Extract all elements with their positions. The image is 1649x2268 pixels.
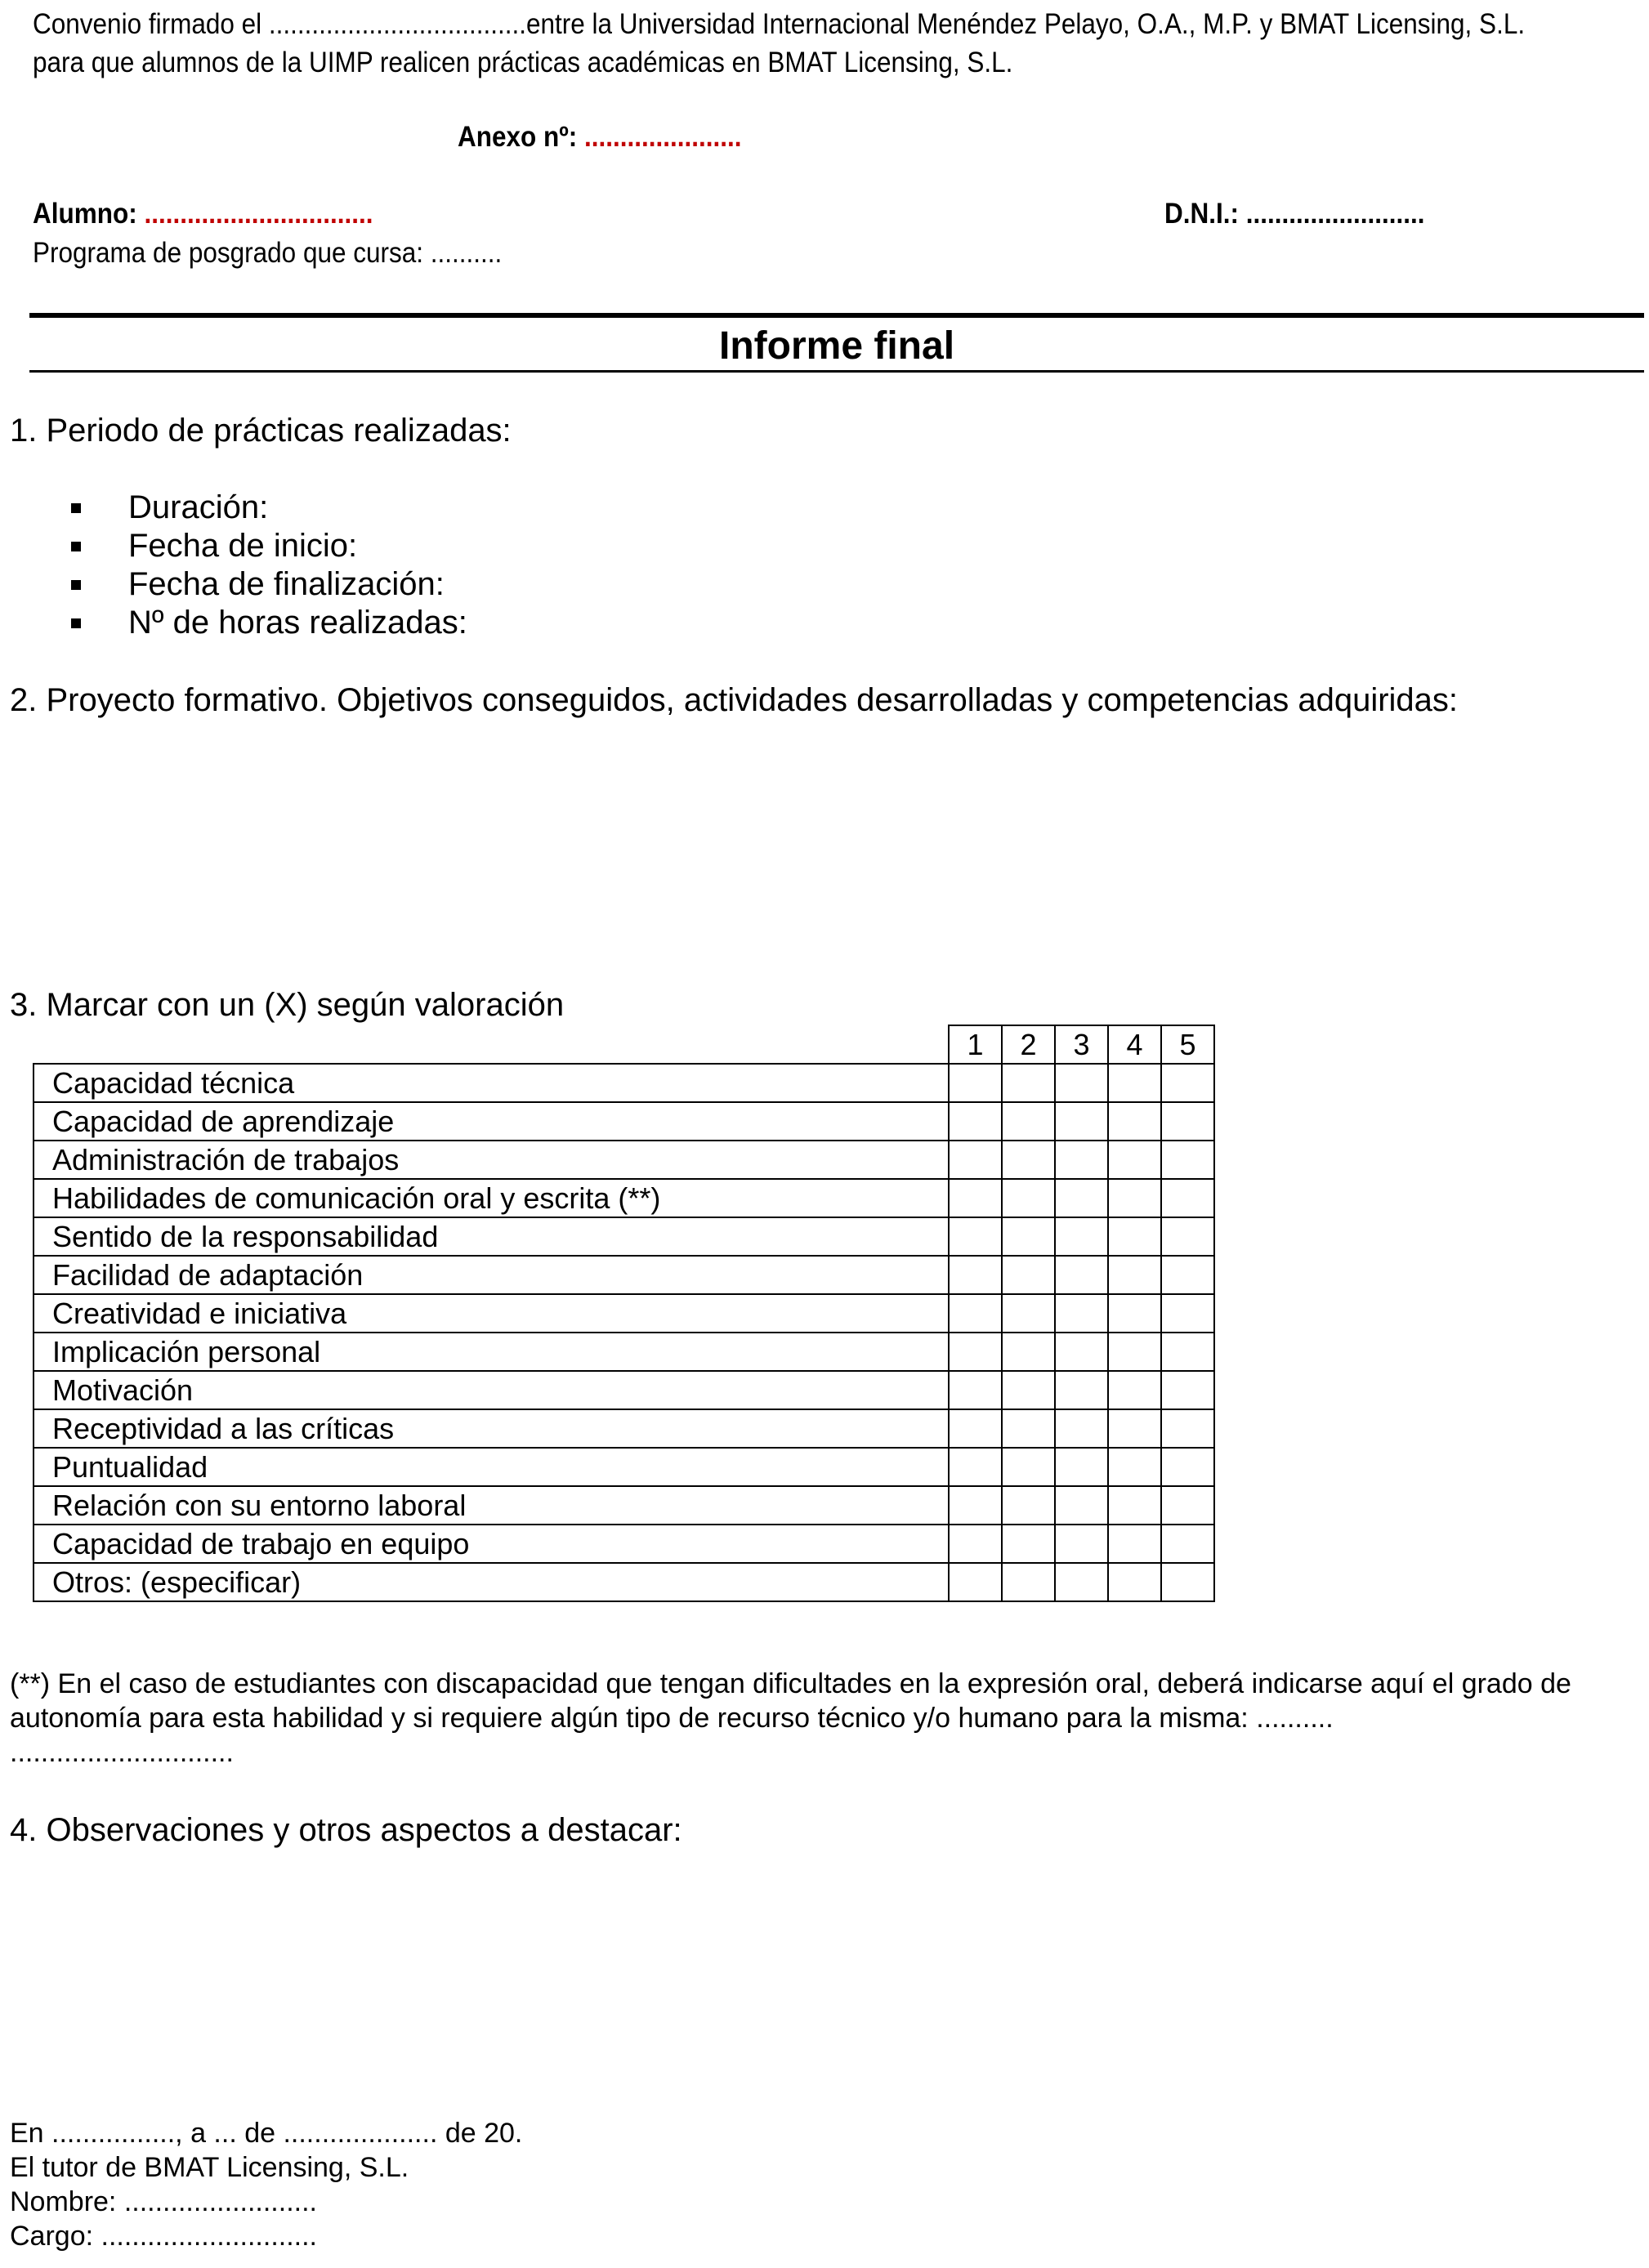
- tutor-line: El tutor de BMAT Licensing, S.L.: [10, 2152, 409, 2183]
- rating-cell[interactable]: [949, 1486, 1002, 1525]
- rating-cell[interactable]: [1161, 1217, 1214, 1256]
- rating-cell[interactable]: [1002, 1217, 1055, 1256]
- rating-cell[interactable]: [949, 1102, 1002, 1141]
- rating-cell[interactable]: [1161, 1102, 1214, 1141]
- section4-heading: 4. Observaciones y otros aspectos a destacar:: [10, 1812, 682, 1848]
- rating-cell[interactable]: [1108, 1409, 1161, 1448]
- rating-cell[interactable]: [1055, 1179, 1108, 1217]
- student-value: ................................: [144, 198, 373, 230]
- rating-cell[interactable]: [949, 1563, 1002, 1601]
- program-line: Programa de posgrado que cursa: ..........: [33, 237, 503, 269]
- rating-cell[interactable]: [1002, 1448, 1055, 1486]
- rating-cell[interactable]: [1055, 1486, 1108, 1525]
- rating-cell[interactable]: [1055, 1256, 1108, 1294]
- scale-2: 2: [1002, 1025, 1055, 1064]
- rating-cell[interactable]: [1108, 1486, 1161, 1525]
- rating-cell[interactable]: [1161, 1409, 1214, 1448]
- table-row: [34, 1141, 1214, 1179]
- rating-cell[interactable]: [1108, 1448, 1161, 1486]
- rating-cell[interactable]: [1002, 1064, 1055, 1102]
- rating-cell[interactable]: [949, 1179, 1002, 1217]
- criterion-label: Otros: (especificar): [34, 1563, 949, 1601]
- criterion-label: Implicación personal: [34, 1333, 949, 1371]
- rating-cell[interactable]: [949, 1141, 1002, 1179]
- rating-cell[interactable]: [1002, 1371, 1055, 1409]
- scale-1: 1: [949, 1025, 1002, 1064]
- table-row: [34, 1102, 1214, 1141]
- tutor-position-line: Cargo: ............................: [10, 2221, 317, 2252]
- rating-cell[interactable]: [1108, 1256, 1161, 1294]
- annex-line: [458, 121, 742, 154]
- rating-cell[interactable]: [949, 1294, 1002, 1333]
- student-line: [33, 198, 373, 230]
- student-label: Alumno:: [33, 198, 137, 230]
- rating-cell[interactable]: [1055, 1141, 1108, 1179]
- agreement-intro-line2: para que alumnos de la UIMP realicen prácticas académicas en BMAT Licensing, S.L.: [33, 47, 1013, 78]
- rating-cell[interactable]: [1161, 1256, 1214, 1294]
- list-item: Fecha de inicio:: [128, 527, 467, 565]
- table-row: [34, 1256, 1214, 1294]
- note-line1: (**) En el caso de estudiantes con discapacidad que tengan dificultades en la expresión oral, deberá indicarse aquí el grado de: [10, 1668, 1571, 1699]
- list-item: Duración:: [128, 489, 467, 527]
- signature-block: [10, 2116, 522, 2253]
- criterion-label: Capacidad de aprendizaje: [34, 1102, 949, 1141]
- rating-cell[interactable]: [1161, 1563, 1214, 1601]
- rating-cell[interactable]: [1108, 1371, 1161, 1409]
- title-top-rule: [29, 313, 1644, 318]
- rating-cell[interactable]: [1055, 1294, 1108, 1333]
- rating-cell[interactable]: [1108, 1141, 1161, 1179]
- rating-cell[interactable]: [1161, 1371, 1214, 1409]
- rating-cell[interactable]: [1108, 1563, 1161, 1601]
- annex-label: Anexo nº:: [458, 121, 578, 153]
- rating-cell[interactable]: [1055, 1371, 1108, 1409]
- rating-cell[interactable]: [949, 1525, 1002, 1563]
- section2-heading: 2. Proyecto formativo. Objetivos conseguidos, actividades desarrolladas y competencias adquiridas:: [10, 682, 1459, 718]
- note-line2: autonomía para esta habilidad y si requiere algún tipo de recurso técnico y/o humano para la misma: ..........: [10, 1703, 1334, 1734]
- tutor-name-line: Nombre: .........................: [10, 2186, 317, 2217]
- criterion-label: Facilidad de adaptación: [34, 1256, 949, 1294]
- table-row: [34, 1563, 1214, 1601]
- rating-cell[interactable]: [1055, 1217, 1108, 1256]
- table-row: [34, 1333, 1214, 1371]
- rating-cell[interactable]: [1161, 1486, 1214, 1525]
- rating-cell[interactable]: [1002, 1256, 1055, 1294]
- rating-cell[interactable]: [949, 1064, 1002, 1102]
- rating-cell[interactable]: [1002, 1179, 1055, 1217]
- rating-cell[interactable]: [1108, 1179, 1161, 1217]
- rating-cell[interactable]: [1055, 1409, 1108, 1448]
- rating-cell[interactable]: [1002, 1486, 1055, 1525]
- rating-table: [33, 1025, 1215, 1602]
- scale-5: 5: [1161, 1025, 1214, 1064]
- criterion-label: Puntualidad: [34, 1448, 949, 1486]
- rating-cell[interactable]: [1161, 1294, 1214, 1333]
- rating-cell[interactable]: [1002, 1102, 1055, 1141]
- page-title: Informe final: [719, 324, 955, 368]
- agreement-intro: [33, 5, 1525, 82]
- criterion-label: Sentido de la responsabilidad: [34, 1217, 949, 1256]
- table-row: [34, 1179, 1214, 1217]
- rating-cell[interactable]: [949, 1333, 1002, 1371]
- criterion-label: Capacidad de trabajo en equipo: [34, 1525, 949, 1563]
- table-row: [34, 1294, 1214, 1333]
- rating-cell[interactable]: [949, 1371, 1002, 1409]
- table-row: [34, 1486, 1214, 1525]
- rating-cell[interactable]: [1108, 1525, 1161, 1563]
- criterion-label: Relación con su entorno laboral: [34, 1486, 949, 1525]
- section3-heading: 3. Marcar con un (X) según valoración: [10, 987, 565, 1023]
- rating-cell[interactable]: [949, 1217, 1002, 1256]
- criterion-label: Administración de trabajos: [34, 1141, 949, 1179]
- rating-cell[interactable]: [1161, 1064, 1214, 1102]
- table-row: [34, 1448, 1214, 1486]
- section1-heading: 1. Periodo de prácticas realizadas:: [10, 413, 512, 449]
- rating-cell[interactable]: [1055, 1525, 1108, 1563]
- rating-cell[interactable]: [1055, 1333, 1108, 1371]
- disability-note: [10, 1667, 1571, 1770]
- dni-line: [1164, 198, 1425, 230]
- dni-label: D.N.I.:: [1164, 198, 1239, 230]
- rating-cell[interactable]: [1161, 1179, 1214, 1217]
- place-date-line: En ................, a ... de .................... de 20.: [10, 2118, 523, 2149]
- note-line3: .............................: [10, 1737, 234, 1768]
- bullet-square-icon: [71, 580, 81, 590]
- rating-cell[interactable]: [1002, 1333, 1055, 1371]
- list-item: Nº de horas realizadas:: [128, 604, 467, 642]
- scale-4: 4: [1108, 1025, 1161, 1064]
- rating-cell[interactable]: [1161, 1525, 1214, 1563]
- rating-cell[interactable]: [1108, 1102, 1161, 1141]
- rating-cell[interactable]: [1108, 1294, 1161, 1333]
- rating-cell[interactable]: [1002, 1409, 1055, 1448]
- rating-cell[interactable]: [1002, 1525, 1055, 1563]
- criterion-label: Capacidad técnica: [34, 1064, 949, 1102]
- rating-cell[interactable]: [1108, 1333, 1161, 1371]
- criterion-label: Motivación: [34, 1371, 949, 1409]
- bullet-square-icon: [71, 503, 81, 513]
- rating-cell[interactable]: [1055, 1102, 1108, 1141]
- dni-value: .........................: [1245, 198, 1425, 230]
- rating-cell[interactable]: [1161, 1141, 1214, 1179]
- table-row: [34, 1371, 1214, 1409]
- rating-cell[interactable]: [1002, 1294, 1055, 1333]
- rating-header-row: [34, 1025, 1214, 1064]
- rating-cell[interactable]: [949, 1409, 1002, 1448]
- rating-cell[interactable]: [1055, 1064, 1108, 1102]
- rating-cell[interactable]: [949, 1256, 1002, 1294]
- rating-cell[interactable]: [1108, 1064, 1161, 1102]
- table-row: [34, 1064, 1214, 1102]
- table-row: [34, 1217, 1214, 1256]
- criterion-label: Creatividad e iniciativa: [34, 1294, 949, 1333]
- rating-cell[interactable]: [1055, 1448, 1108, 1486]
- rating-cell[interactable]: [1002, 1563, 1055, 1601]
- agreement-intro-line1: Convenio firmado el ....................................entre la Universidad Internacional Menéndez Pelayo, O.A., M.P. y BMAT Licensing, S.L.: [33, 8, 1526, 40]
- scale-3: 3: [1055, 1025, 1108, 1064]
- table-row: [34, 1525, 1214, 1563]
- section1-list: [128, 489, 467, 642]
- rating-cell[interactable]: [949, 1448, 1002, 1486]
- criterion-label: Habilidades de comunicación oral y escrita (**): [34, 1179, 949, 1217]
- rating-cell[interactable]: [1002, 1141, 1055, 1179]
- rating-cell[interactable]: [1161, 1448, 1214, 1486]
- title-bottom-rule: [29, 370, 1644, 373]
- rating-cell[interactable]: [1108, 1217, 1161, 1256]
- list-item: Fecha de finalización:: [128, 565, 467, 604]
- bullet-square-icon: [71, 542, 81, 551]
- rating-cell[interactable]: [1161, 1333, 1214, 1371]
- annex-value: ......................: [584, 121, 742, 153]
- criterion-label: Receptividad a las críticas: [34, 1409, 949, 1448]
- rating-cell[interactable]: [1055, 1563, 1108, 1601]
- bullet-square-icon: [71, 618, 81, 628]
- table-row: [34, 1409, 1214, 1448]
